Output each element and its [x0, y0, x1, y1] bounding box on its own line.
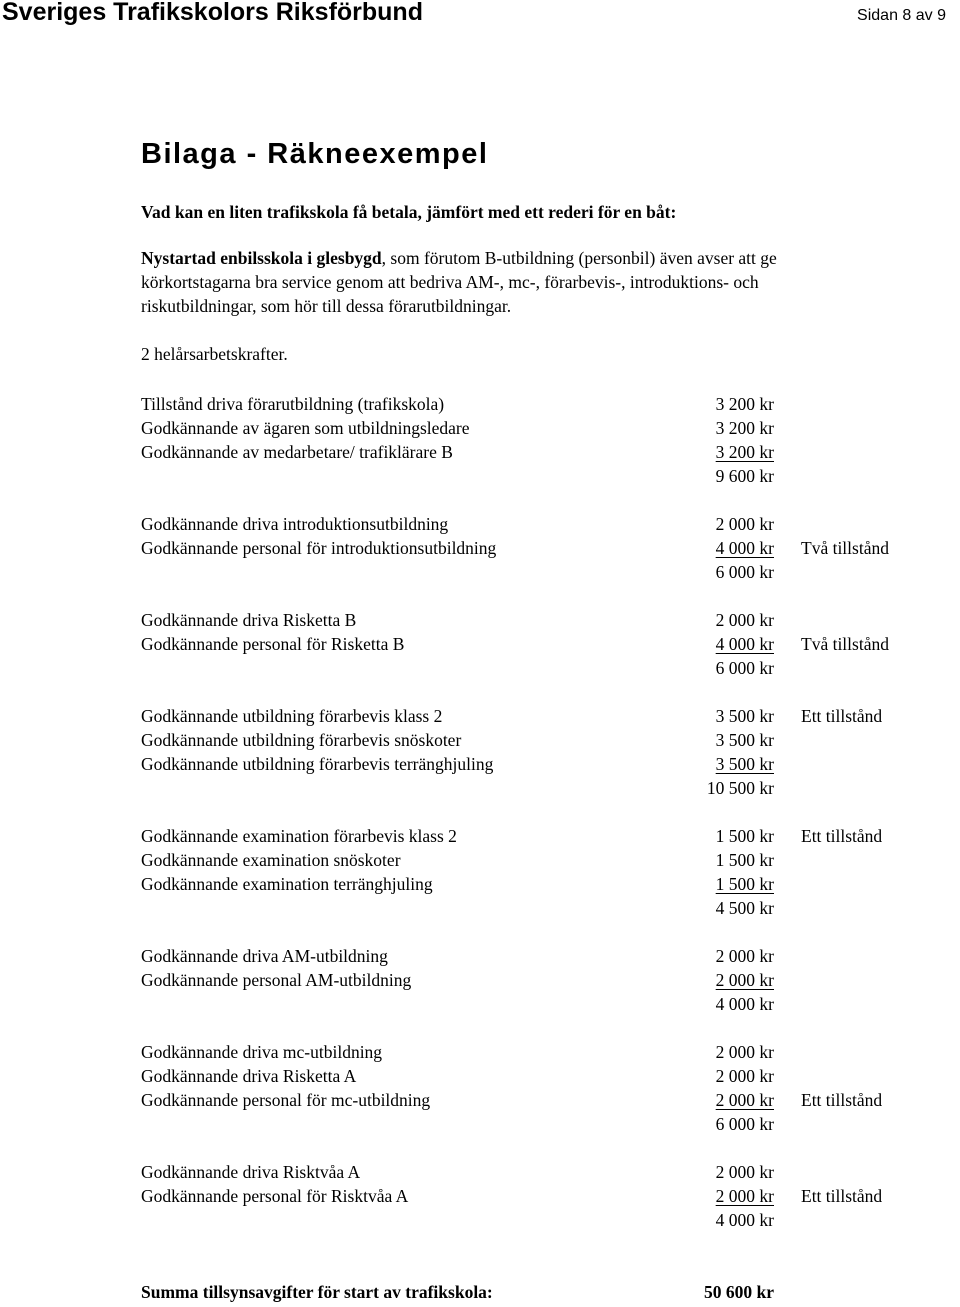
total-amount: 50 600 kr [704, 1282, 774, 1302]
fee-amount: 3 500 kr [715, 706, 774, 726]
subtotal-row [0, 992, 960, 1016]
fee-amount: 4 000 kr [715, 538, 774, 558]
subtotal-amount: 4 500 kr [715, 898, 774, 918]
fee-row [0, 704, 960, 728]
fee-amount: 1 500 kr [715, 850, 774, 870]
fee-group [0, 824, 960, 944]
fee-note: Ett tillstånd [801, 706, 883, 726]
fee-row [0, 392, 960, 416]
fee-amount: 2 000 kr [715, 514, 774, 534]
group-spacer [0, 680, 960, 704]
page-number: Sidan 8 av 9 [857, 7, 946, 24]
fee-row [0, 1088, 960, 1112]
fee-group [0, 704, 960, 824]
fee-amount: 2 000 kr [715, 1042, 774, 1062]
fee-label: Godkännande utbildning förarbevis klass 2 [141, 706, 443, 726]
fee-amount: 2 000 kr [715, 946, 774, 966]
fee-row [0, 968, 960, 992]
fee-label: Godkännande driva Risketta B [141, 610, 357, 630]
subtotal-amount: 9 600 kr [715, 466, 774, 486]
fee-amount: 3 500 kr [715, 754, 774, 774]
fee-amount: 1 500 kr [715, 826, 774, 846]
group-spacer [0, 488, 960, 512]
fee-row [0, 728, 960, 752]
subtotal-row [0, 896, 960, 920]
fee-row [0, 944, 960, 968]
fee-group [0, 1040, 960, 1160]
total-label: Summa tillsynsavgifter för start av trafikskola: [141, 1282, 493, 1302]
fee-label: Tillstånd driva förarutbildning (trafikskola) [141, 394, 445, 414]
fee-label: Godkännande driva introduktionsutbildning [141, 514, 449, 534]
fee-group [0, 944, 960, 1040]
fee-row [0, 752, 960, 776]
group-spacer [0, 584, 960, 608]
group-spacer [0, 920, 960, 944]
fee-amount: 3 200 kr [715, 418, 774, 438]
fee-label: Godkännande personal AM-utbildning [141, 970, 412, 990]
intro-line-3: riskutbildningar, som hör till dessa förarutbildningar. [141, 296, 512, 316]
fee-label: Godkännande personal för introduktionsutbildning [141, 538, 497, 558]
fee-label: Godkännande personal för mc-utbildning [141, 1090, 431, 1110]
fee-row [0, 1040, 960, 1064]
fee-label: Godkännande driva Risktvåa A [141, 1162, 361, 1182]
fee-group [0, 512, 960, 608]
subtotal-amount: 6 000 kr [715, 1114, 774, 1134]
subtotal-row [0, 776, 960, 800]
fee-row [0, 536, 960, 560]
fee-amount: 2 000 kr [715, 610, 774, 630]
fee-amount: 3 200 kr [715, 442, 774, 462]
fee-label: Godkännande av medarbetare/ trafiklärare B [141, 442, 453, 462]
fee-row [0, 632, 960, 656]
fee-label: Godkännande utbildning förarbevis terränghjuling [141, 754, 494, 774]
fee-label: Godkännande driva mc-utbildning [141, 1042, 383, 1062]
subtotal-row [0, 656, 960, 680]
fee-label: Godkännande personal för Risketta B [141, 634, 405, 654]
fee-row [0, 1064, 960, 1088]
group-spacer [0, 1016, 960, 1040]
fee-label: Godkännande examination terränghjuling [141, 874, 433, 894]
fee-label: Godkännande driva Risketta A [141, 1066, 357, 1086]
fee-amount: 3 500 kr [715, 730, 774, 750]
fee-row [0, 608, 960, 632]
group-spacer [0, 1136, 960, 1160]
intro-lead-rest: , som förutom B-utbildning (personbil) även avser att ge [381, 248, 777, 268]
fee-label: Godkännande utbildning förarbevis snöskoter [141, 730, 462, 750]
subtotal-row [0, 560, 960, 584]
fee-row [0, 416, 960, 440]
fee-amount: 2 000 kr [715, 1090, 774, 1110]
fee-row [0, 824, 960, 848]
fee-amount: 1 500 kr [715, 874, 774, 894]
fee-note: Ett tillstånd [801, 1090, 883, 1110]
group-spacer [0, 800, 960, 824]
fee-note: Två tillstånd [801, 634, 889, 654]
staff-count: 2 helårsarbetskrafter. [141, 344, 288, 364]
intro-line-2: körkortstagarna bra service genom att bedriva AM-, mc-, förarbevis-, introduktions- och [141, 272, 759, 292]
fee-note: Två tillstånd [801, 538, 889, 558]
intro-paragraph [141, 246, 941, 318]
fee-amount: 2 000 kr [715, 1162, 774, 1182]
fee-label: Godkännande examination snöskoter [141, 850, 401, 870]
subtotal-amount: 4 000 kr [715, 994, 774, 1014]
fee-group [0, 608, 960, 704]
subtotal-amount: 4 000 kr [715, 1210, 774, 1230]
fee-group [0, 1160, 960, 1232]
fee-list [0, 392, 960, 1232]
fee-label: Godkännande driva AM-utbildning [141, 946, 388, 966]
fee-label: Godkännande examination förarbevis klass 2 [141, 826, 457, 846]
subtotal-amount: 6 000 kr [715, 562, 774, 582]
fee-row [0, 848, 960, 872]
fee-group [0, 392, 960, 512]
subtotal-amount: 6 000 kr [715, 658, 774, 678]
fee-amount: 2 000 kr [715, 970, 774, 990]
subtotal-row [0, 464, 960, 488]
fee-amount: 2 000 kr [715, 1186, 774, 1206]
page-title: Bilaga - Räkneexempel [141, 138, 489, 170]
fee-note: Ett tillstånd [801, 826, 883, 846]
organization-name: Sveriges Trafikskolors Riksförbund [2, 0, 423, 26]
fee-amount: 4 000 kr [715, 634, 774, 654]
total-row [0, 1280, 960, 1304]
fee-amount: 2 000 kr [715, 1066, 774, 1086]
fee-row [0, 512, 960, 536]
question-heading: Vad kan en liten trafikskola få betala, jämfört med ett rederi för en båt: [141, 202, 677, 222]
fee-amount: 3 200 kr [715, 394, 774, 414]
fee-label: Godkännande personal för Risktvåa A [141, 1186, 409, 1206]
fee-row [0, 1184, 960, 1208]
intro-line-1 [141, 246, 941, 270]
fee-note: Ett tillstånd [801, 1186, 883, 1206]
fee-label: Godkännande av ägaren som utbildningsledare [141, 418, 470, 438]
intro-lead-bold: Nystartad enbilsskola i glesbygd [141, 248, 382, 268]
subtotal-row [0, 1112, 960, 1136]
subtotal-row [0, 1208, 960, 1232]
subtotal-amount: 10 500 kr [706, 778, 774, 798]
fee-row [0, 1160, 960, 1184]
fee-row [0, 440, 960, 464]
fee-row [0, 872, 960, 896]
